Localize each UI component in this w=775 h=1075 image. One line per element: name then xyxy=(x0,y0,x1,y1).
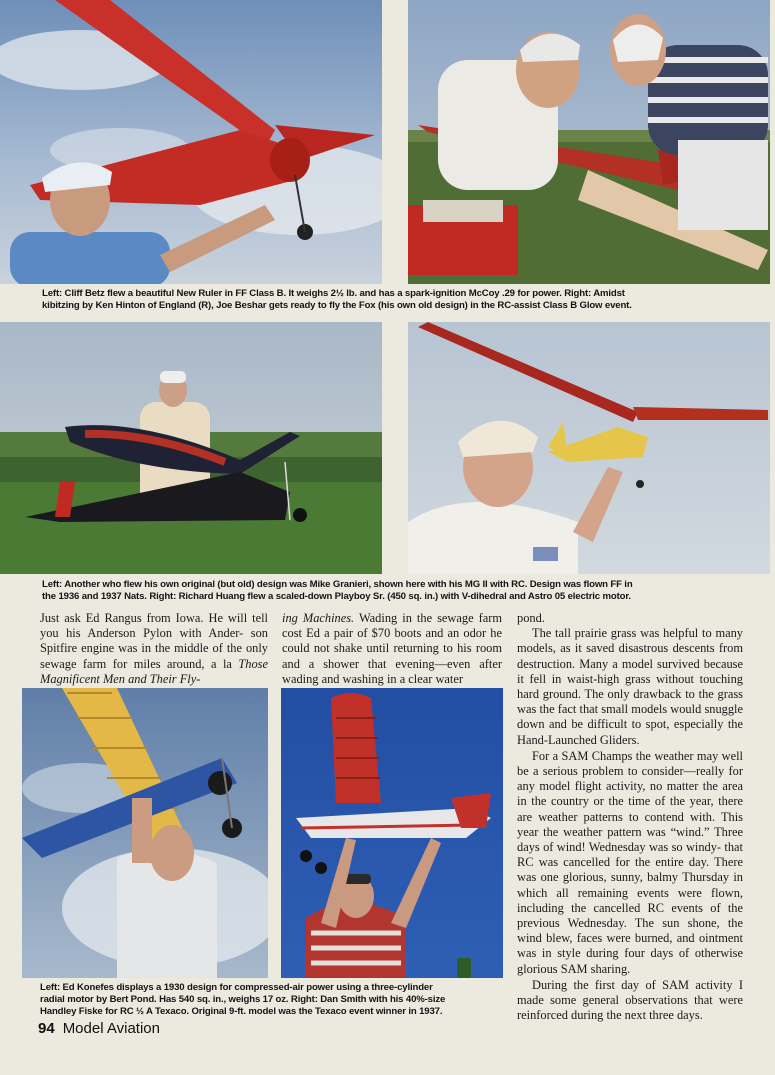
photo-dan-smith-handley-fiske xyxy=(281,688,503,978)
text-line: tell you his Anderson Pylon with Ander- xyxy=(40,611,268,641)
text-line: room and a shower that evening—even xyxy=(282,641,502,671)
text-line: could not shake until returning to his xyxy=(282,641,472,656)
text-line: son Spitfire engine was in the middle of xyxy=(40,626,268,656)
column-3-paragraph: The tall prairie grass was helpful to many models, as it saved disastrous descents from destruction. Many a model survived because it fell in waist-high grass without touching hard ground. The only drawback to the grass was the fact that small models would snuggle down and be difficult to spot, especially the Hand-Launched Gliders. xyxy=(517,626,743,747)
caption-middle xyxy=(42,579,633,603)
text-line: Just ask Ed Rangus from Iowa. He will xyxy=(40,611,248,625)
photo-joe-beshar-fox xyxy=(408,0,770,284)
page-number: 94 xyxy=(38,1020,55,1037)
caption-top xyxy=(42,288,632,312)
caption-bottom xyxy=(40,982,445,1018)
caption-bottom-line: Left: Ed Konefes displays a 1930 design for compressed-air power using a three-cylinder xyxy=(40,982,433,993)
text-line: the only sewage farm for miles around, a xyxy=(40,641,268,671)
caption-bottom-line: radial motor by Bert Pond. Has 540 sq. in., weighs 17 oz. Right: Dan Smith with his 40%-size xyxy=(40,994,446,1005)
caption-middle-line: the 1936 and 1937 Nats. Right: Richard Huang flew a scaled-down Playboy Sr. (450 sq. in.) with V-dihedral and Astro 05 electric motor. xyxy=(42,591,631,602)
caption-middle-line: Left: Another who flew his own original (but old) design was Mike Granieri, shown here with his MG II with RC. Design was flown FF in xyxy=(42,579,633,590)
article-column-1 xyxy=(40,611,268,687)
photo-ed-konefes-1930-design xyxy=(22,688,268,978)
column-3-paragraph: pond. xyxy=(517,611,545,625)
text-line: after wading and washing in a clear water xyxy=(282,656,502,686)
photo-cliff-betz-new-ruler xyxy=(0,0,382,284)
column-2-paragraph xyxy=(282,611,502,687)
photo-richard-huang-playboy xyxy=(408,322,770,574)
italic-title: ing Machines. xyxy=(282,611,355,625)
article-column-2 xyxy=(282,611,502,687)
italic-title: Those Magnificent Men and Their Fly- xyxy=(40,656,268,686)
column-3-paragraph: During the first day of SAM activity I made some general observations that were reinforced during the next three days. xyxy=(517,977,743,1023)
caption-top-line: kibitzing by Ken Hinton of England (R), Joe Beshar gets ready to fly the Fox (his own old design) in the RC-assist Class B Glow event. xyxy=(42,300,632,311)
text-fragment: la xyxy=(222,656,239,671)
photo-mike-granieri-mg-ii xyxy=(0,322,382,574)
caption-bottom-line: Handley Fiske for RC ½ A Texaco. Original 9-ft. model was the Texaco event winner in 1937. xyxy=(40,1006,443,1017)
magazine-name: Model Aviation xyxy=(62,1020,160,1037)
page-footer xyxy=(38,1020,160,1037)
column-1-paragraph xyxy=(40,611,268,687)
text-fragment: Wading in the sewage farm xyxy=(354,611,503,625)
column-3-paragraph: For a SAM Champs the weather may well be a serious problem to consider—really for any model flight activity, no matter the area in the country or the time of the year, there are weather patterns to contend with. This year the weather pattern was “wind.” Three days of wind! Wednesday was so windy- that RC was cancelled for the entire day. There was one glorious, sunny, balmy Thursday in which all remaining events were flown, including the cancelled RC events of the previous Wednesday. The sun shone, the wind blew, faces were burned, and ointment was in style during four days of otherwise glorious SAM sharing. xyxy=(517,748,743,976)
text-line: cost Ed a pair of $70 boots and an odor he xyxy=(282,626,502,641)
article-column-3 xyxy=(517,611,743,1023)
caption-top-line: Left: Cliff Betz flew a beautiful New Ruler in FF Class B. It weighs 2½ lb. and has a spark-ignition McCoy .29 for power. Right: Amidst xyxy=(42,288,625,299)
